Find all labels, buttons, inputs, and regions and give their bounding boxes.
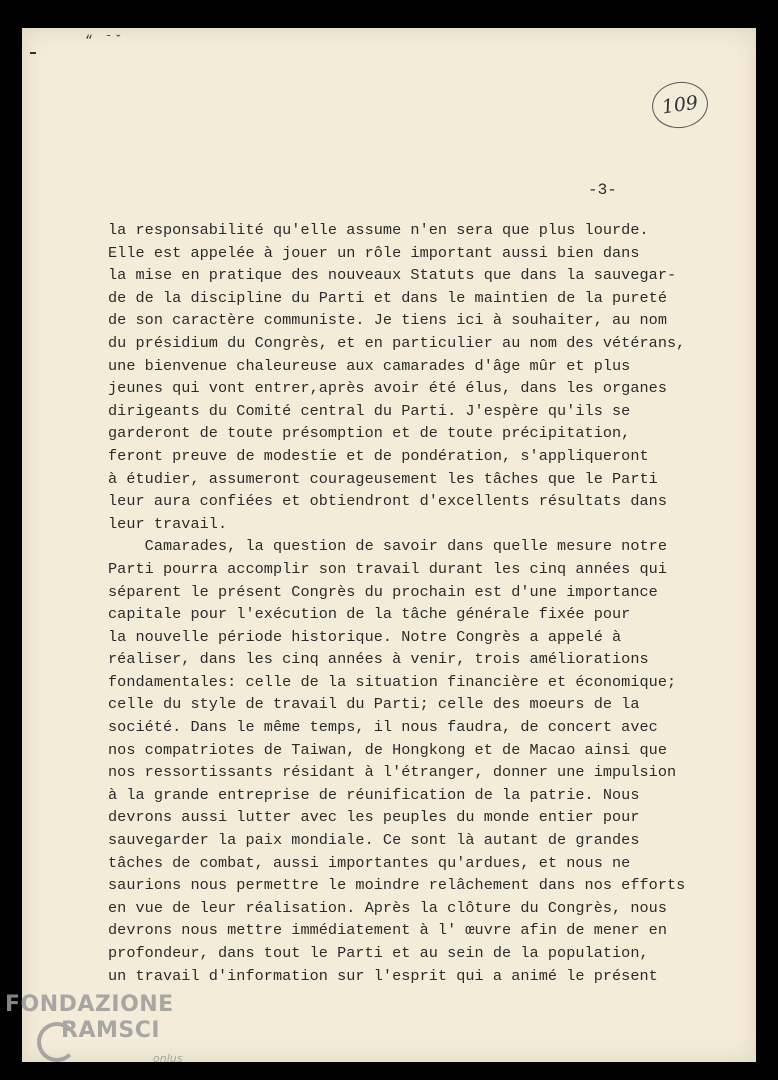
text-line: capitale pour l'exécution de la tâche générale fixée pour — [108, 605, 631, 624]
text-line: profondeur, dans tout le Parti et au sein de la population, — [108, 944, 649, 962]
folio-number: 109 — [660, 91, 700, 119]
text-line: de de la discipline du Parti et dans le maintien de la pureté — [108, 288, 668, 307]
text-line: de son caractère communiste. Je tiens ici à souhaiter, au nom — [108, 311, 668, 330]
text-line: à la grande entreprise de réunification de la patrie. Nous — [108, 785, 640, 804]
text-line: Elle est appelée à jouer un rôle important aussi bien dans — [108, 243, 640, 262]
watermark-line-2: RAMSCI — [61, 1018, 161, 1043]
margin-dash — [30, 52, 36, 54]
text-line: dirigeants du Comité central du Parti. J'espère qu'ils se — [108, 401, 631, 420]
text-line: un travail d'information sur l'esprit qui a animé le présent — [108, 966, 658, 985]
text-line: nos ressortissants résidant à l'étranger, donner une impulsion — [108, 763, 677, 782]
watermark-line-1: FONDAZIONE — [5, 992, 174, 1017]
text-line: leur aura confiées et obtiendront d'excellents résultats dans — [108, 492, 668, 511]
text-line: devrons nous mettre immédiatement à l' œuvre afin de mener en — [108, 921, 668, 940]
text-line: à étudier, assumeront courageusement les tâches que le Parti — [108, 469, 658, 488]
text-line: sauvegarder la paix mondiale. Ce sont là autant de grandes — [108, 831, 640, 850]
text-line: la nouvelle période historique. Notre Congrès a appelé à — [108, 627, 622, 646]
archive-watermark — [5, 992, 183, 1074]
text-line: leur travail. — [108, 514, 228, 533]
text-line: tâches de combat, aussi importantes qu'ardues, et nous ne — [108, 853, 631, 872]
body-text — [108, 219, 708, 987]
text-line: en vue de leur réalisation. Après la clôture du Congrès, nous — [108, 898, 668, 917]
page-number: -3- — [588, 181, 617, 199]
text-line: séparent le présent Congrès du prochain est d'une importance — [108, 582, 658, 601]
text-line: jeunes qui vont entrer,après avoir été élus, dans les organes — [108, 379, 668, 398]
text-line: garderont de toute présomption et de toute précipitation, — [108, 424, 631, 443]
text-line: une bienvenue chaleureuse aux camarades d'âge mûr et plus — [108, 356, 631, 375]
text-line: du présidium du Congrès, et en particulier au nom des vétérans, — [108, 333, 686, 352]
watermark-line-3: onlus — [153, 1052, 183, 1065]
text-line: la responsabilité qu'elle assume n'en sera que plus lourde. — [108, 221, 649, 239]
text-line: devrons aussi lutter avec les peuples du monde entier pour — [108, 808, 640, 827]
corner-marks: “ ˉˇ — [85, 33, 125, 48]
text-line: nos compatriotes de Taiwan, de Hongkong et de Macao ainsi que — [108, 740, 668, 759]
text-line: Camarades, la question de savoir dans quelle mesure notre — [108, 537, 668, 556]
text-line: fondamentales: celle de la situation financière et économique; — [108, 672, 677, 691]
text-line: celle du style de travail du Parti; celle des moeurs de la — [108, 695, 640, 714]
text-line: la mise en pratique des nouveaux Statuts que dans la sauvegar- — [108, 266, 677, 285]
text-line: feront preuve de modestie et de pondération, s'appliqueront — [108, 446, 649, 465]
text-line: saurions nous permettre le moindre relâchement dans nos efforts — [108, 876, 686, 895]
text-line: société. Dans le même temps, il nous faudra, de concert avec — [108, 718, 658, 737]
text-line: Parti pourra accomplir son travail durant les cinq années qui — [108, 559, 668, 578]
text-line: réaliser, dans les cinq années à venir, trois améliorations — [108, 650, 649, 669]
